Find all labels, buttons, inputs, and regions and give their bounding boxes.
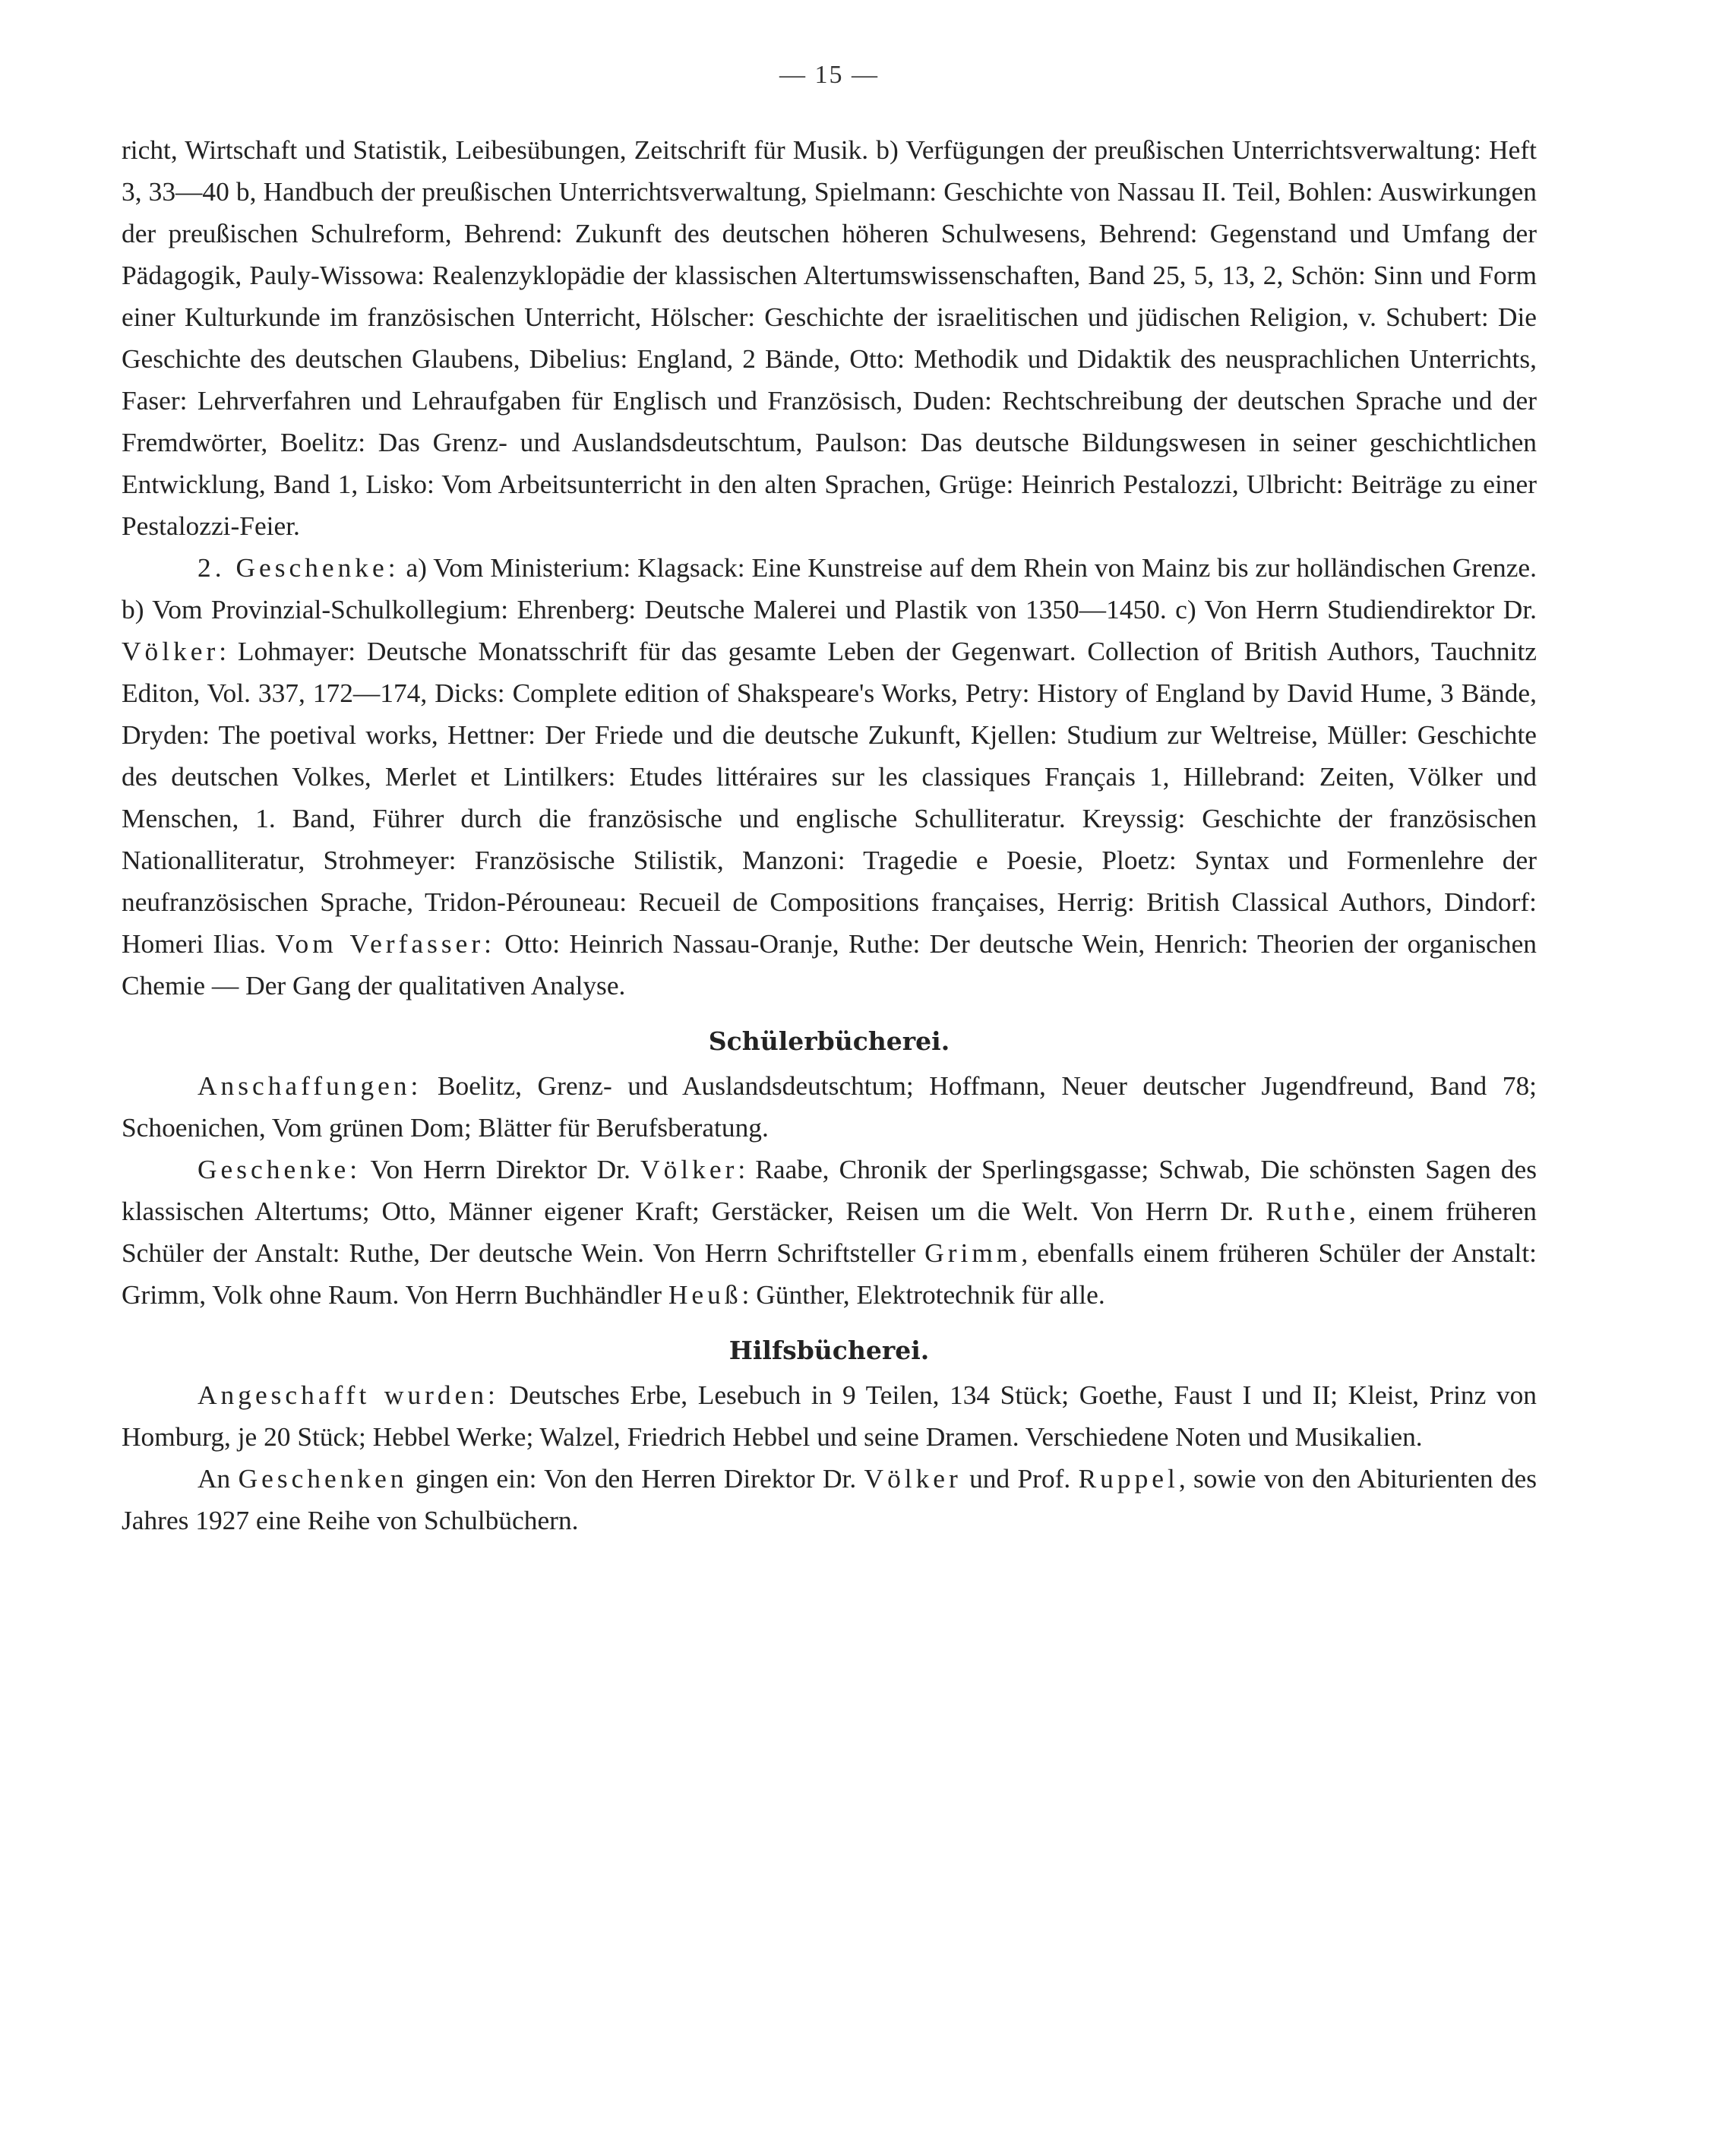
text-run: , ebenfalls einem früheren Schüler der Anstalt: Grimm, Volk ohne Raum. Von Herrn Buchhändler: [122, 1238, 1537, 1310]
spaced-name-ruppel: Ruppel: [1078, 1463, 1179, 1494]
text-run: a) Vom Ministerium: Klagsack: Eine Kunstreise auf dem Rhein von Mainz bis zur holländischen Grenze. b) Vom Provinzial-Schulkollegium: Ehrenberg: Deutsche Malerei und Plastik von 1350—1450. c) Von Herrn Studiendirektor Dr.: [122, 552, 1537, 624]
spaced-lead-geschenke: 2. Geschenke:: [198, 552, 400, 583]
section-heading-hilfsbuecherei: Hilfsbücherei.: [728, 1336, 930, 1365]
text-run: gingen ein: Von den Herren Direktor Dr.: [407, 1463, 864, 1494]
spaced-lead-angeschafft: Angeschafft wurden:: [198, 1380, 499, 1410]
spaced-lead-verfasser: Vom Verfasser:: [275, 928, 495, 959]
text-run: : Günther, Elektrotechnik für alle.: [741, 1279, 1105, 1310]
spaced-name-voelker: Völker: [864, 1463, 962, 1494]
text-run: und Prof.: [961, 1463, 1079, 1494]
spaced-name-voelker: Völker: [640, 1154, 738, 1184]
text-run: : Lohmayer: Deutsche Monatsschrift für das gesamte Leben der Gegenwart. Collection of British Authors, Tauchnitz Editon, Vol. 337, 172—174, Dicks: Complete edition of Shakspeare's Works, Petry: History of England by David Hume, 3 Bände, Dryden: The poetival works, Hettner: Der Friede und die deutsche Zukunft, Kjellen: Studium zur Weltreise, Müller: Geschichte des deutschen Volkes, Merlet et Lintilkers: Etudes littéraires sur les classiques Français 1, Hillebrand: Zeiten, Völker und Menschen, 1. Band, Führer durch die französische und englische Schulliteratur. Kreyssig: Geschichte der französischen Nationalliteratur, Strohmeyer: Französische Stilistik, Manzoni: Tragedie e Poesie, Ploetz: Syntax und Formenlehre der neufranzösischen Sprache, Tridon-Pérouneau: Recueil de Compositions françaises, Herrig: British Classical Authors, Dindorf: Homeri Ilias.: [122, 636, 1537, 959]
spaced-lead-geschenke: Geschenke:: [198, 1154, 362, 1184]
section-heading-schuelerbuecherei: Schülerbücherei.: [708, 1026, 950, 1056]
text-run: Boelitz, Grenz- und Auslandsdeutschtum; Hoffmann, Neuer deutscher Jugendfreund, Band 78; Schoenichen, Vom grünen Dom; Blätter für Berufsberatung.: [122, 1070, 1537, 1143]
spaced-name-ruthe: Ruthe: [1266, 1196, 1349, 1226]
paragraph-anschaffungen: [122, 1065, 1537, 1149]
text-run: Von Herrn Direktor Dr.: [361, 1154, 641, 1184]
paragraph-schueler-geschenke: [122, 1149, 1537, 1316]
text-run: , sowie von den Abiturienten des Jahres 1927 eine Reihe von Schulbüchern.: [122, 1463, 1537, 1535]
text-run: Deutsches Erbe, Lesebuch in 9 Teilen, 134 Stück; Goethe, Faust I und II; Kleist, Prinz von Homburg, je 20 Stück; Hebbel Werke; Walzel, Friedrich Hebbel und seine Dramen. Verschiedene Noten und Musikalien.: [122, 1380, 1537, 1452]
page-number: — 15 —: [779, 61, 879, 89]
spaced-name-heuss: Heuß: [668, 1279, 742, 1310]
paragraph-geschenke: [122, 547, 1537, 1007]
spaced-name-voelker: Völker: [122, 636, 220, 666]
text-run: : Raabe, Chronik der Sperlingsgasse; Schwab, Die schönsten Sagen des klassischen Altertums; Otto, Männer eigener Kraft; Gerstäcker, Reisen um die Welt. Von Herrn Dr.: [122, 1154, 1537, 1226]
paragraph-angeschafft: [122, 1374, 1537, 1458]
spaced-lead-geschenken: Geschenken: [238, 1463, 408, 1494]
text-run: An: [198, 1463, 239, 1494]
spaced-name-grimm: Grimm: [924, 1238, 1022, 1268]
text-run: , einem früheren Schüler der Anstalt: Ruthe, Der deutsche Wein. Von Herrn Schriftsteller: [122, 1196, 1537, 1268]
paragraph-verfuegungen: richt, Wirtschaft und Statistik, Leibesübungen, Zeitschrift für Musik. b) Verfügungen der preußischen Unterrichtsverwaltung: Heft 3, 33—40 b, Handbuch der preußischen Unterrichtsverwaltung, Spielmann: Geschichte von Nassau II. Teil, Bohlen: Auswirkungen der preußischen Schulreform, Behrend: Zukunft des deutschen höheren Schulwesens, Behrend: Gegenstand und Umfang der Pädagogik, Pauly-Wissowa: Realenzyklopädie der klassischen Altertumswissenschaften, Band 25, 5, 13, 2, Schön: Sinn und Form einer Kulturkunde im französischen Unterricht, Hölscher: Geschichte der israelitischen und jüdischen Religion, v. Schubert: Die Geschichte des deutschen Glaubens, Dibelius: England, 2 Bände, Otto: Methodik und Didaktik des neusprachlichen Unterrichts, Faser: Lehrverfahren und Lehraufgaben für Englisch und Französisch, Duden: Rechtschreibung der deutschen Sprache und der Fremdwörter, Boelitz: Das Grenz- und Auslandsdeutschtum, Paulson: Das deutsche Bildungswesen in seiner geschichtlichen Entwicklung, Band 1, Lisko: Vom Arbeitsunterricht in den alten Sprachen, Grüge: Heinrich Pestalozzi, Ulbricht: Beiträge zu einer Pestalozzi-Feier.: [122, 134, 1537, 541]
spaced-lead-anschaffungen: Anschaffungen:: [198, 1070, 422, 1101]
text-run: Otto: Heinrich Nassau-Oranje, Ruthe: Der deutsche Wein, Henrich: Theorien der organischen Chemie — Der Gang der qualitativen Analyse.: [122, 928, 1537, 1001]
paragraph-an-geschenken: [122, 1458, 1537, 1541]
